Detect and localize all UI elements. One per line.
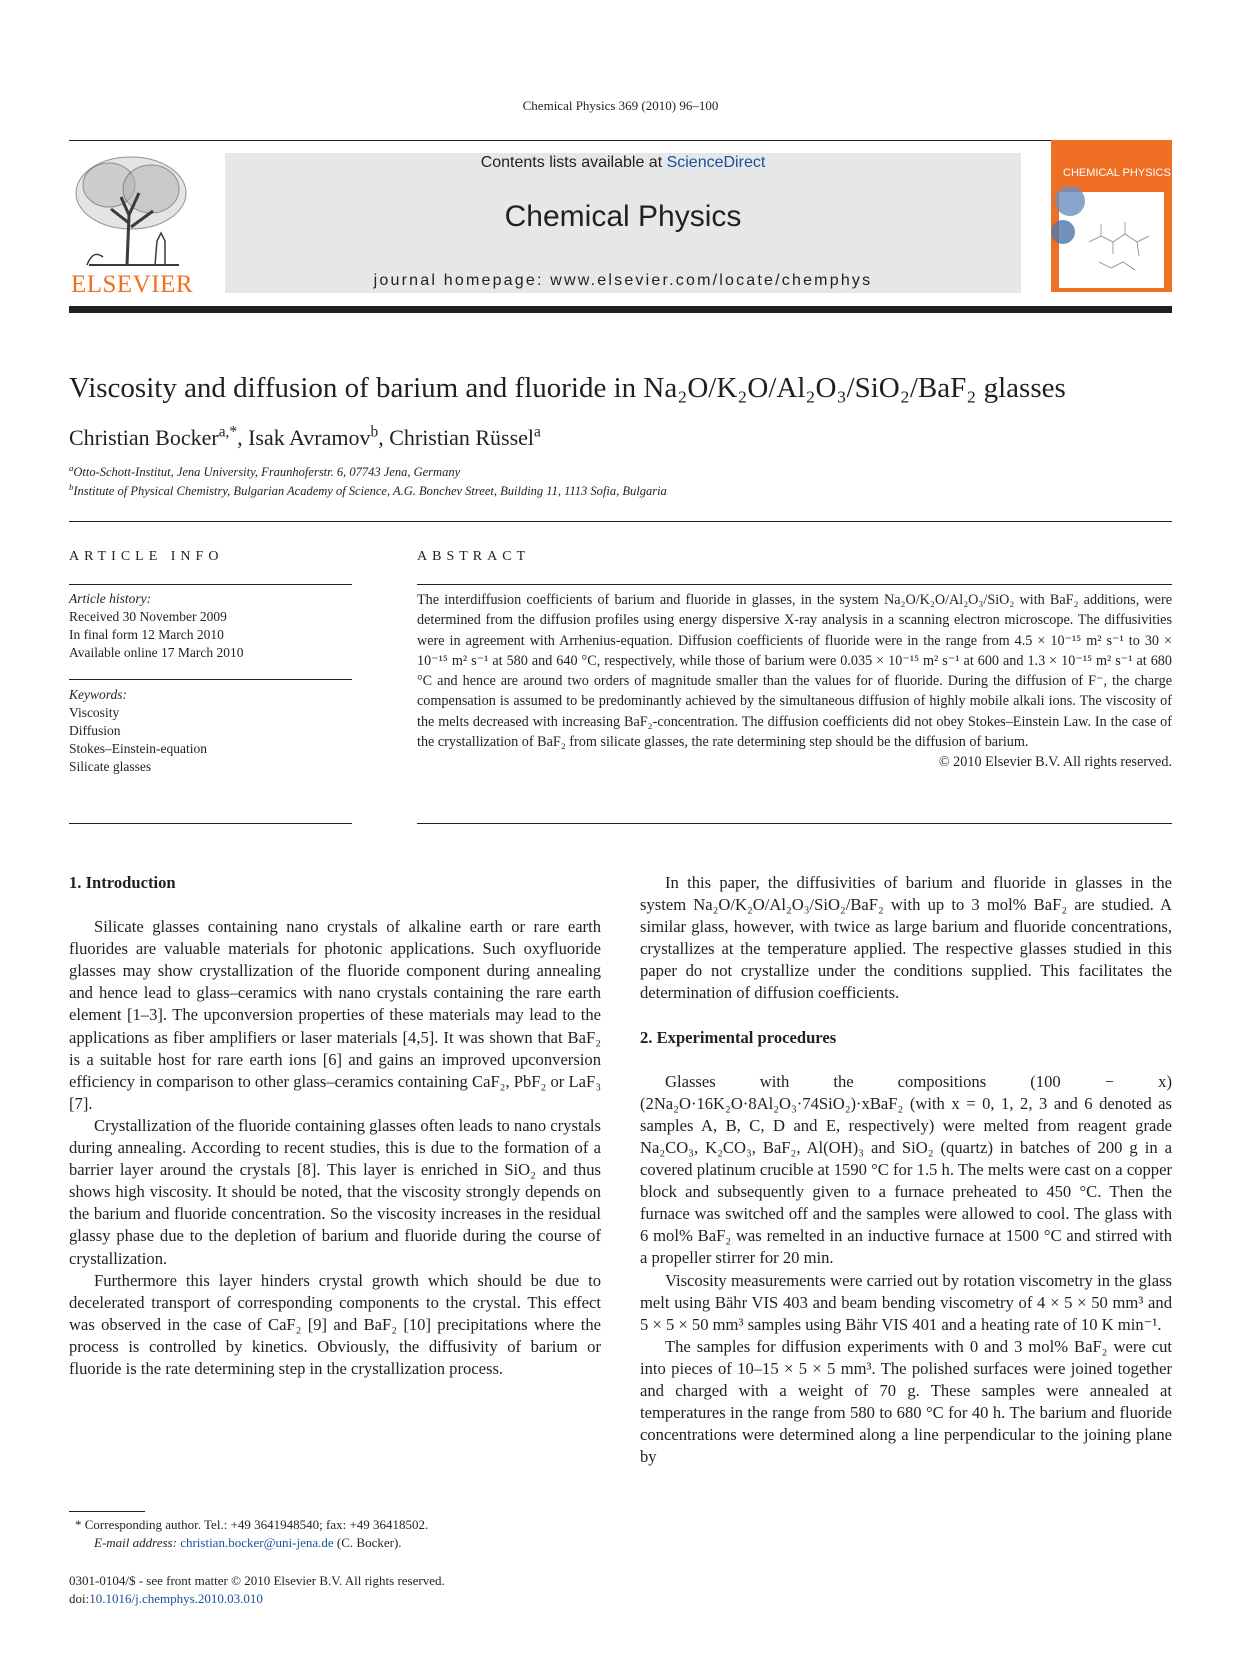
sciencedirect-link[interactable]: ScienceDirect: [666, 154, 766, 171]
elsevier-wordmark: ELSEVIER: [70, 271, 194, 298]
keywords-label: Keywords:: [69, 687, 127, 702]
footnote-rule: [69, 1511, 145, 1512]
received-date: Received 30 November 2009: [69, 609, 227, 624]
front-matter: [69, 1572, 445, 1608]
author-affiliation-mark[interactable]: b: [370, 423, 379, 441]
doi-label: doi:: [69, 1591, 90, 1606]
history-label: Article history:: [69, 591, 152, 606]
footnote: [69, 1516, 609, 1552]
article-info-heading: ARTICLE INFO: [69, 549, 224, 564]
author-affiliation-mark[interactable]: a,*: [218, 423, 238, 441]
affiliation-text: Otto-Schott-Institut, Jena University, Fraunhoferstr. 6, 07743 Jena, Germany: [73, 465, 461, 479]
right-column: [640, 872, 1172, 1468]
elsevier-tree-icon: [69, 153, 195, 271]
paper-title: Viscosity and diffusion of barium and fluoride in Na₂O/K₂O/Al₂O₃/SiO₂/BaF₂ glasses: [69, 372, 1066, 404]
keyword-item: Silicate glasses: [69, 759, 152, 774]
left-column: [69, 872, 601, 1380]
paragraph: Glasses with the compositions (100 − x)(2Na₂O·16K₂O·8Al₂O₃·74SiO₂)·xBaF₂ (with x = 0, 1, 2, 3 and 6 denoted as samples A, B, C, D and E, respectively) were melted from reagent grade Na₂CO₃, K₂CO₃, BaF₂, Al(OH)₃ and SiO₂ (quartz) in batches of 200 g in a covered platinum crucible at 1590 °C for 1.5 h. The melts were cast on a copper block and subsequently given to a furnace preheated to 450 °C. Then the furnace was switched off and the samples were allowed to cool. The glass with 6 mol% BaF₂ was remelted in an inductive furnace at 1500 °C and stirred with a propeller stirrer for 20 min.: [640, 1071, 1172, 1268]
header-thick-rule: [69, 306, 1172, 313]
affiliation-text: Institute of Physical Chemistry, Bulgarian Academy of Science, A.G. Bonchev Street, Building 11, 1113 Sofia, Bulgaria: [73, 484, 667, 498]
online-date: Available online 17 March 2010: [69, 645, 244, 660]
front-matter-text: 0301-0104/$ - see front matter © 2010 Elsevier B.V. All rights reserved.: [69, 1573, 445, 1588]
abstract-body: [417, 590, 1172, 773]
section-heading-introduction: 1. Introduction: [69, 873, 176, 892]
affiliation-mark: a: [69, 462, 74, 473]
author-affiliation-mark[interactable]: a: [534, 423, 541, 441]
paragraph: Silicate glasses containing nano crystals of alkaline earth or rare earth fluorides are valuable materials for photonic applications. Such oxyfluoride glasses may show crystallization of the fluoride component during annealing and hence lead to glass–ceramics with nano crystals containing the rare earth element [1–3]. The upconversion properties of these materials may lead to the applications as fiber amplifiers or laser materials [4,5]. It was shown that BaF₂ is a suitable host for rare earth ions [6] and gains an improved upconversion efficiency in comparison to other glass–ceramics containing CaF₂, PbF₂ or LaF₃ [7].: [69, 917, 601, 1113]
affiliation-mark: b: [69, 481, 74, 492]
email-link[interactable]: christian.bocker@uni-jena.de: [180, 1535, 334, 1550]
section-heading-experimental: 2. Experimental procedures: [640, 1027, 837, 1047]
corresponding-author-note: * Corresponding author. Tel.: +49 3641948540; fax: +49 36418502.: [75, 1517, 429, 1532]
article-info-rule: [69, 679, 352, 680]
revised-date: In final form 12 March 2010: [69, 627, 224, 642]
paragraph: In this paper, the diffusivities of barium and fluoride in glasses in the system Na₂O/K₂O/Al₂O₃/SiO₂/BaF₂ with up to 3 mol% BaF₂ are studied. A similar glass, however, with twice as large barium and fluoride concentrations, crystallizes at the temperature applied. The respective glasses studied in this paper do not crystallize under the conditions supplied. This facilitates the determination of diffusion coefficients.: [640, 873, 1172, 1003]
contents-line: [225, 154, 1021, 172]
contents-prefix: Contents lists available at: [480, 154, 667, 171]
email-label: E-mail address:: [94, 1535, 177, 1550]
doi-line: [69, 1590, 445, 1608]
paragraph: Viscosity measurements were carried out by rotation viscometry in the glass melt using Bähr VIS 403 and beam bending viscometry of 4 × 5 × 50 mm³ and 5 × 5 × 50 mm³ samples using Bähr VIS 401 and a heating rate of 10 K min⁻¹.: [640, 1270, 1172, 1334]
abstract-copyright: © 2010 Elsevier B.V. All rights reserved.: [938, 754, 1172, 771]
abstract-rule: [417, 584, 1172, 585]
cover-title: CHEMICAL PHYSICS: [1063, 167, 1171, 179]
journal-citation: Chemical Physics 369 (2010) 96–100: [522, 98, 719, 113]
author-name: Christian Rüssel: [389, 425, 535, 450]
paragraph: The samples for diffusion experiments with 0 and 3 mol% BaF₂ were cut into pieces of 10–15 × 5 × 5 mm³. The polished surfaces were joined together and charged with a weight of 70 g. These samples were annealed at temperatures in the range from 580 to 680 °C for 40 h. The barium and fluoride concentrations were determined along a line perpendicular to the joining plane by: [640, 1336, 1172, 1467]
author-name: Isak Avramov: [248, 425, 371, 450]
email-suffix: (C. Bocker).: [336, 1535, 402, 1550]
section-rule: [69, 521, 1172, 522]
affiliation: [69, 481, 667, 499]
cover-panel: [1059, 192, 1164, 288]
journal-cover: [1051, 140, 1172, 292]
abstract-heading: ABSTRACT: [417, 549, 531, 564]
doi-link[interactable]: 10.1016/j.chemphys.2010.03.010: [89, 1591, 263, 1606]
author-name: Christian Bocker: [69, 425, 219, 450]
abstract-text: The interdiffusion coefficients of barium and fluoride in glasses, in the system Na₂O/K₂O/Al₂O₃/SiO₂ with BaF₂ additions, were determined from the diffusion profiles using energy dispersive X-ray analysis in a scanning electron microscope. The diffusivities were in agreement with Arrhenius-equation. Diffusion coefficients of fluoride were in the range from 4.5 × 10⁻¹⁵ m² s⁻¹ to 30 × 10⁻¹⁵ m² s⁻¹ at 580 and 640 °C, respectively, while those of barium were 0.035 × 10⁻¹⁵ m² s⁻¹ at 600 and 1.3 × 10⁻¹⁵ m² s⁻¹ at 680 °C and hence are around two orders of magnitude smaller than the values for of fluoride. During the diffusion of F⁻, the charge compensation is assumed to be predominantly achieved by the simultaneous diffusion of highly mobile alkali ions. The viscosity of the melts decreased with increasing BaF₂-concentration. The diffusion coefficients did not obey Stokes–Einstein Law. In the case of the crystallization of BaF₂ from silicate glasses, the rate determining step should be the diffusion of barium.: [417, 592, 1172, 751]
journal-name: Chemical Physics: [504, 200, 742, 233]
cover-molecule-icon: [1059, 192, 1164, 288]
journal-homepage[interactable]: journal homepage: www.elsevier.com/locate/chemphys: [373, 272, 873, 289]
keywords: [69, 686, 352, 776]
keyword-item: Viscosity: [69, 705, 120, 720]
header-rule: [69, 140, 1172, 141]
article-info-rule: [69, 584, 352, 585]
elsevier-logo: [69, 153, 195, 298]
article-info-rule: [69, 823, 352, 824]
affiliation: [69, 462, 461, 480]
email-line: [69, 1534, 609, 1552]
keyword-item: Stokes–Einstein-equation: [69, 741, 207, 756]
article-history: [69, 590, 352, 662]
abstract-rule: [417, 823, 1172, 824]
keyword-item: Diffusion: [69, 723, 121, 738]
author-list: Christian Bocker$^{a,*}$, Isak Avramov$^b$, Christian Rüssel$^a$: [69, 423, 541, 450]
paragraph: Crystallization of the fluoride containing glasses often leads to nano crystals during annealing. According to recent studies, this is due to the formation of a barrier layer around the crystals [8]. This layer is enriched in SiO₂ and thus shows high viscosity. It should be noted, that the viscosity strongly depends on the barium and fluoride concentration. So the viscosity increases in the residual glassy phase due to the depletion of barium and fluoride during the course of crystallization.: [69, 1115, 601, 1268]
paragraph: Furthermore this layer hinders crystal growth which should be due to decelerated transport of corresponding components to the crystal. This effect was observed in the case of CaF₂ [9] and BaF₂ [10] precipitations where the process is controlled by kinetics. Obviously, the diffusivity of barium or fluoride is the rate determining step in the crystallization process.: [69, 1270, 601, 1378]
